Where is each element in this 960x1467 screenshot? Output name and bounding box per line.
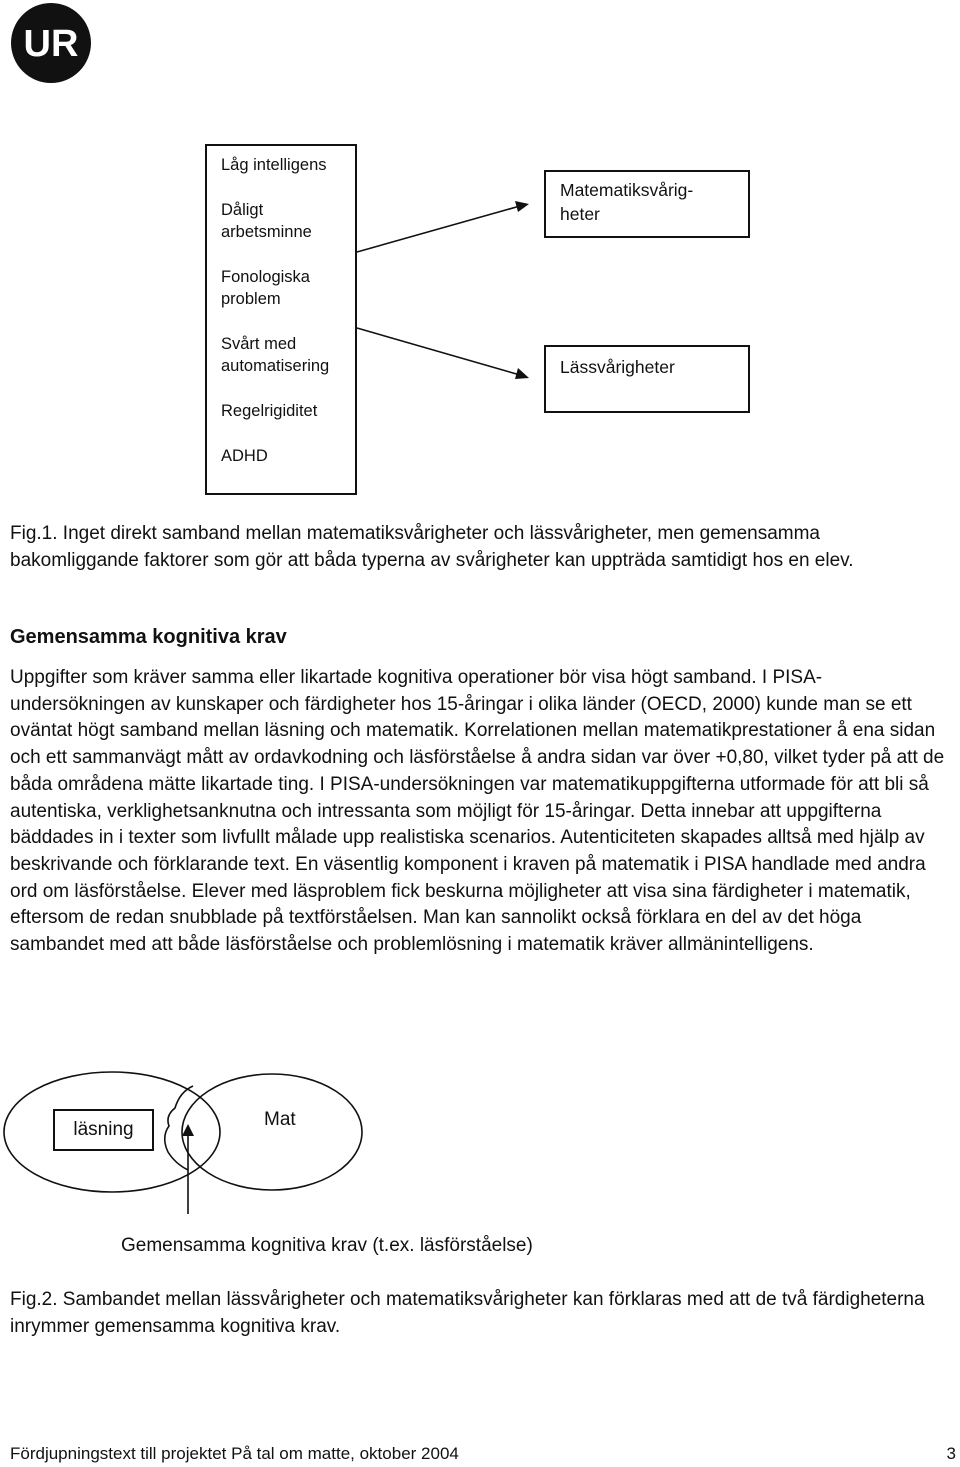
factor-item: Fonologiska problem [221,268,310,308]
factor-item: ADHD [221,447,268,465]
arrow-head-reading [515,368,529,379]
arrow-to-reading [357,328,520,375]
arrow-head-math [515,201,529,212]
footer-text: Fördjupningstext till projektet På tal om matte, oktober 2004 [10,1444,459,1463]
reading-label-box [53,1109,154,1151]
page-number: 3 [946,1444,956,1463]
fig2-caption: Fig.2. Sambandet mellan lässvårigheter och matematiksvårigheter kan förklaras med att de två färdigheterna inrymmer gemensamma kognitiva krav. [10,1289,925,1337]
arrow-to-math [357,206,520,252]
factor-item: Regelrigiditet [221,402,318,420]
section-heading: Gemensamma kognitiva krav [10,626,287,648]
factors-box [205,144,357,495]
reading-difficulties-box [544,345,750,413]
ur-logo-text: UR [23,23,79,65]
section-body: Uppgifter som kräver samma eller likartade kognitiva operationer bör visa högt samband. I PISA-undersökningen av kunskaper och färdigheter hos 15-åringar i olika länder (OECD, 2000) kunde man se ett oväntat högt samband mellan läsning och matematik. Korrelationen mellan matematikprestationer å ena sidan och ett sammanvägt mått av ordavkodning och läsförståelse å andra sidan var över +0,80, vilket tyder på att de båda områdena mätte likartade ting. I PISA-undersökningen var matematikuppgifterna utformade för att bli så autentiska, verklighetsanknutna och intressanta som möjligt för 15-åringar. Detta innebar att uppgifterna bäddades in i texter som livfullt målade upp realistiska scenarios. Autenticiteten skapades alltså med hjälp av beskrivande och förklarande text. En väsentlig komponent i kraven på matematik i PISA handlade med andra ord om läsförståelse. Elever med läsproblem fick beskurna möjligheter att visa sina färdigheter i matematik, eftersom de redan snubblade på textförståelsen. Man kan sannolikt också förklara en del av det höga sambandet med att både läsförståelse och problemlösning i matematik kräver allmänintelligens. [10,667,945,956]
factor-item: Dåligt arbetsminne [221,201,312,241]
pointer-arrow-head [182,1124,194,1136]
math-difficulties-label: Matematiksvårig-heter [560,180,694,224]
reading-difficulties-label: Lässvårigheter [560,357,675,377]
math-label: Mat [264,1109,296,1130]
factor-item: Låg intelligens [221,156,327,174]
factor-item: Svårt med automatisering [221,335,330,375]
reading-label: läsning [73,1119,134,1140]
fig1-arrows [0,0,960,600]
overlap-label: Gemensamma kognitiva krav (t.ex. läsförståelse) [121,1235,533,1256]
fig1-caption: Fig.1. Inget direkt samband mellan matematiksvårigheter och lässvårigheter, men gemensamma bakomliggande faktorer som gör att båda typerna av svårigheter kan uppträda samtidigt hos en elev. [10,523,854,571]
math-difficulties-box [544,170,750,238]
ur-logo [11,3,91,83]
